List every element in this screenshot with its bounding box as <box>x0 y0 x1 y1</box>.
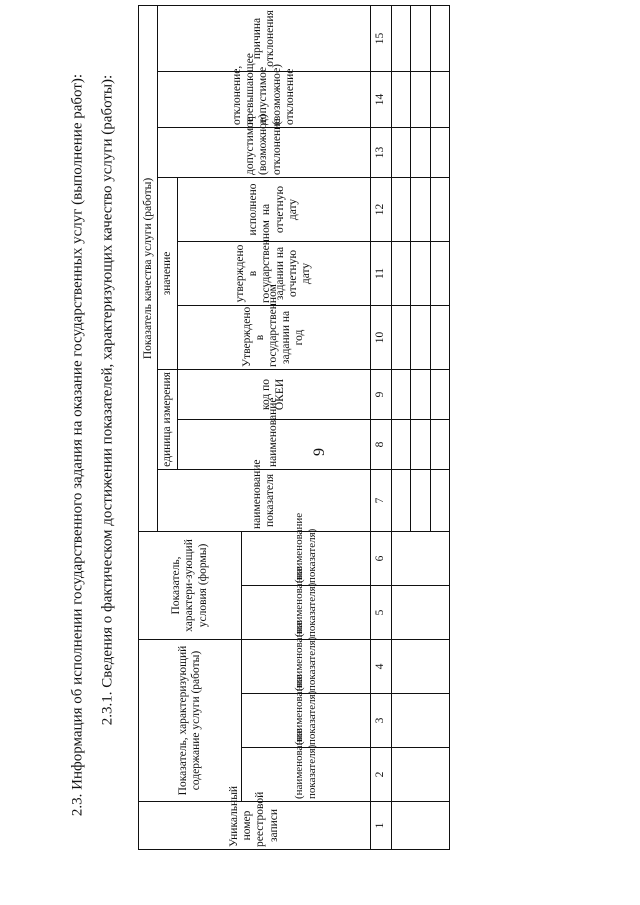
data-cell <box>430 5 449 71</box>
column-number: 14 <box>370 71 391 127</box>
data-cell <box>392 469 411 531</box>
header-indicator-name: наименование показателя <box>158 469 370 531</box>
header-conditions-indicator-name-2: (наименование показателя) <box>241 531 370 585</box>
data-cell <box>392 419 411 469</box>
data-cell <box>392 177 411 241</box>
quality-indicators-table-region <box>138 10 450 850</box>
subsection-heading: 2.3.1. Сведения о фактическом достижении показателей, характеризующих качество услуги (работы): <box>99 74 116 726</box>
data-cell <box>411 369 430 419</box>
data-cell <box>392 369 411 419</box>
page-number: 9 <box>311 448 328 456</box>
header-allowed-deviation: допустимое (возможное) отклонение <box>158 127 370 177</box>
header-fulfilled: исполнено на отчетную дату <box>177 177 370 241</box>
data-cell <box>430 369 449 419</box>
data-cell <box>392 748 450 802</box>
data-cell <box>392 531 450 585</box>
data-cell <box>392 127 411 177</box>
data-cell <box>411 177 430 241</box>
data-cell <box>430 71 449 127</box>
header-okei-code: код по ОКЕИ <box>177 369 370 419</box>
data-cell <box>392 241 411 305</box>
column-number: 13 <box>370 127 391 177</box>
data-cell <box>392 305 411 369</box>
column-number: 3 <box>370 694 391 748</box>
header-approved-year: Утверждено в государственном задании на год <box>177 305 370 369</box>
column-number: 9 <box>370 369 391 419</box>
column-number: 4 <box>370 639 391 693</box>
header-unit-name: наименование <box>177 419 370 469</box>
header-quality-indicator: Показатель качества услуги (работы) <box>139 5 158 531</box>
column-number: 11 <box>370 241 391 305</box>
data-cell <box>411 127 430 177</box>
data-cell <box>430 469 449 531</box>
data-cell <box>430 241 449 305</box>
data-cell <box>411 71 430 127</box>
quality-indicators-table <box>138 5 450 850</box>
column-number: 10 <box>370 305 391 369</box>
data-cell <box>411 305 430 369</box>
data-cell <box>392 585 450 639</box>
data-cell <box>392 639 450 693</box>
data-cell <box>430 177 449 241</box>
section-heading: 2.3. Информация об исполнении государственного задания на оказание государственных услуг (выполнение работ): <box>69 73 86 817</box>
data-cell <box>430 305 449 369</box>
data-cell <box>411 241 430 305</box>
header-exceeding-deviation: отклонение, превышающее допустимое (возможное) отклонение <box>158 71 370 127</box>
data-cell <box>392 802 450 850</box>
data-cell <box>392 71 411 127</box>
column-number: 6 <box>370 531 391 585</box>
data-cell <box>411 469 430 531</box>
header-content-indicator-name-1: (наименование показателя) <box>241 748 370 802</box>
header-conditions-indicator-name-1: (наименование показателя) <box>241 585 370 639</box>
data-cell <box>430 127 449 177</box>
header-content-indicator-name-2: (наименование показателя) <box>241 694 370 748</box>
header-registry-number: Уникальный номер реестровой записи <box>139 802 371 850</box>
header-approved-date: утверждено в государственном задании на отчетную дату <box>177 241 370 305</box>
header-conditions-indicator: Показатель, характери-зующий условия (формы) <box>139 531 242 639</box>
data-cell <box>411 419 430 469</box>
column-number: 5 <box>370 585 391 639</box>
column-number: 1 <box>370 802 391 850</box>
header-value: значение <box>158 177 177 369</box>
header-content-indicator: Показатель, характеризующий содержание услуги (работы) <box>139 639 242 801</box>
column-number: 8 <box>370 419 391 469</box>
column-number: 12 <box>370 177 391 241</box>
table-row <box>392 5 411 849</box>
column-number: 2 <box>370 748 391 802</box>
data-cell <box>392 5 411 71</box>
data-cell <box>411 5 430 71</box>
header-deviation-reason: причина отклонения <box>158 5 370 71</box>
column-number: 15 <box>370 5 391 71</box>
header-unit: единица измерения <box>158 369 177 469</box>
header-content-indicator-name-3: (наименование показателя) <box>241 639 370 693</box>
data-cell <box>430 419 449 469</box>
column-number: 7 <box>370 469 391 531</box>
data-cell <box>392 694 450 748</box>
